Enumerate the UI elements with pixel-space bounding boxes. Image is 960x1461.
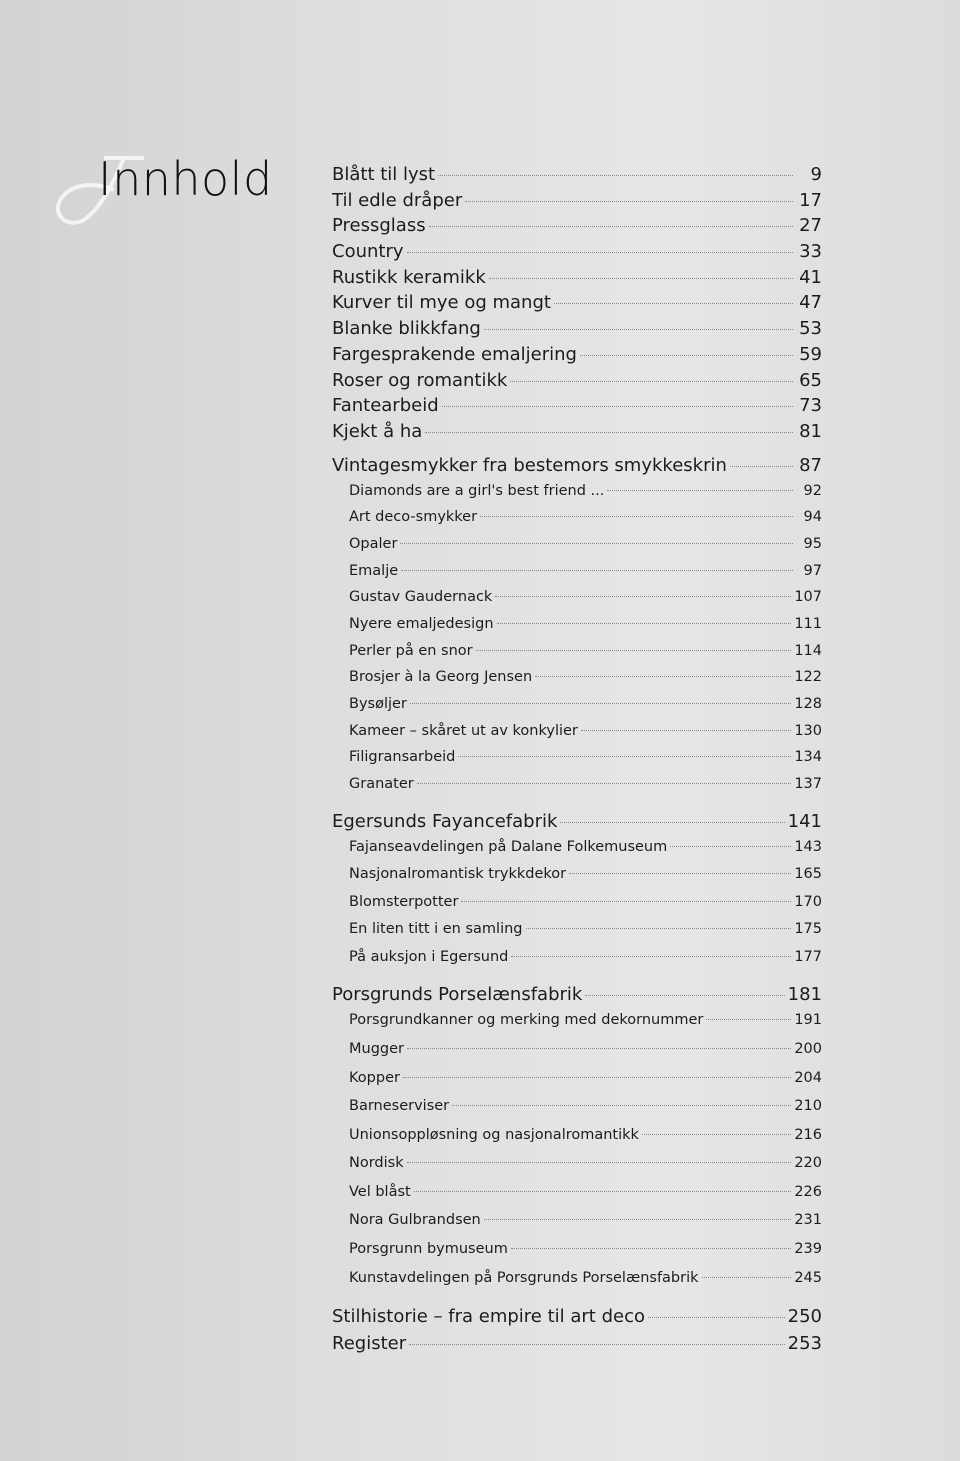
entry-title: Kunstavdelingen på Porsgrunds Porselænsfabrik — [349, 1269, 699, 1286]
dot-leader — [607, 490, 793, 491]
entry-page-number: 250 — [787, 1306, 822, 1328]
entry-page-number: 114 — [794, 642, 822, 659]
entry-page-number: 245 — [794, 1269, 822, 1286]
entry-page-number: 210 — [794, 1098, 822, 1115]
entry-page-number: 111 — [794, 616, 822, 632]
entry-page-number: 33 — [799, 241, 822, 263]
entry-page-number: 87 — [799, 454, 822, 476]
subsection-entry — [332, 589, 822, 616]
entry-title: Diamonds are a girl's best friend ... — [349, 482, 605, 499]
entry-title: Nyere emaljedesign — [349, 616, 494, 632]
chapter-entry — [332, 1306, 822, 1333]
dot-leader — [648, 1317, 785, 1318]
subsection-entry — [332, 483, 822, 510]
entry-page-number: 216 — [794, 1126, 822, 1143]
entry-page-number: 81 — [799, 420, 822, 442]
entry-title: Blått til lyst — [332, 164, 436, 185]
entry-page-number: 143 — [794, 838, 822, 855]
entry-page-number: 122 — [794, 669, 822, 686]
entry-page-number: 9 — [810, 164, 822, 185]
entry-page-number: 97 — [803, 562, 822, 579]
entry-title: Bysøljer — [349, 696, 407, 713]
dot-leader — [425, 432, 793, 433]
entry-page-number: 107 — [794, 589, 822, 606]
dot-leader — [511, 956, 791, 957]
subsection-entry — [332, 563, 822, 590]
dot-leader — [400, 543, 793, 544]
dot-leader — [706, 1019, 791, 1020]
entry-title: Pressglass — [332, 215, 426, 237]
subsection-entry — [332, 1155, 822, 1184]
entry-page-number: 226 — [794, 1183, 822, 1200]
entry-page-number: 73 — [799, 395, 822, 417]
subsection-entry — [332, 643, 822, 670]
entry-title: Opaler — [349, 535, 398, 552]
subsection-entry — [332, 1241, 822, 1270]
entry-page-number: 17 — [799, 189, 822, 211]
entry-title: Fajanseavdelingen på Dalane Folkemuseum — [349, 838, 668, 855]
entry-title: Porsgrundkanner og merking med dekornummer — [349, 1012, 704, 1029]
dot-leader — [642, 1134, 791, 1135]
subsection-entry — [332, 1212, 822, 1241]
section-heading — [332, 455, 822, 483]
entry-title: Nora Gulbrandsen — [349, 1212, 481, 1229]
entry-page-number: 137 — [794, 776, 822, 793]
entry-title: Roser og romantikk — [332, 369, 508, 391]
dot-leader — [730, 466, 793, 467]
entry-title: Filigransarbeid — [349, 749, 456, 766]
subsection-entry — [332, 1012, 822, 1041]
entry-title: Til edle dråper — [332, 189, 463, 211]
dot-leader — [497, 623, 792, 624]
dot-leader — [414, 1191, 792, 1192]
dot-leader — [461, 901, 791, 902]
entry-title: Granater — [349, 776, 414, 793]
chapter-entry — [332, 421, 822, 447]
entry-title: Perler på en snor — [349, 642, 473, 659]
subsection-entry — [332, 839, 822, 867]
dot-leader — [580, 355, 793, 356]
entry-page-number: 95 — [803, 535, 822, 552]
dot-leader — [535, 676, 791, 677]
entry-title: Kurver til mye og mangt — [332, 292, 551, 314]
entry-title: Nordisk — [349, 1155, 404, 1172]
toc-section — [332, 164, 822, 447]
dot-leader — [670, 846, 791, 847]
subsection-entry — [332, 536, 822, 563]
chapter-entry — [332, 318, 822, 344]
entry-page-number: 175 — [794, 921, 822, 938]
entry-title: Porsgrunn bymuseum — [349, 1241, 508, 1258]
entry-page-number: 200 — [794, 1040, 822, 1057]
entry-title: Kopper — [349, 1069, 400, 1086]
subsection-entry — [332, 616, 822, 643]
entry-title: Blanke blikkfang — [332, 318, 481, 340]
page-title: Innhold — [98, 152, 273, 206]
entry-page-number: 128 — [794, 696, 822, 713]
dot-leader — [417, 783, 792, 784]
entry-page-number: 170 — [794, 893, 822, 910]
subsection-entry — [332, 1070, 822, 1099]
entry-page-number: 165 — [794, 866, 822, 883]
dot-leader — [702, 1277, 792, 1278]
entry-title: På auksjon i Egersund — [349, 948, 509, 965]
chapter-entry — [332, 292, 822, 318]
entry-page-number: 220 — [794, 1155, 822, 1172]
chapter-entry — [332, 241, 822, 267]
entry-page-number: 47 — [799, 292, 822, 314]
entry-title: Fantearbeid — [332, 395, 439, 417]
toc-section — [332, 1306, 822, 1360]
subsection-entry — [332, 1127, 822, 1156]
subsection-entry — [332, 894, 822, 922]
entry-title: Rustikk keramikk — [332, 266, 486, 288]
subsection-entry — [332, 949, 822, 977]
entry-title: Kameer – skåret ut av konkylier — [349, 722, 578, 739]
subsection-entry — [332, 509, 822, 536]
dot-leader — [526, 928, 792, 929]
entry-page-number: 41 — [799, 266, 822, 288]
dot-leader — [476, 650, 792, 651]
dot-leader — [581, 730, 791, 731]
entry-title: Kjekt å ha — [332, 420, 423, 442]
subsection-entry — [332, 669, 822, 696]
chapter-entry — [332, 370, 822, 396]
entry-page-number: 92 — [803, 482, 822, 499]
entry-page-number: 253 — [787, 1333, 822, 1355]
entry-title: Register — [332, 1333, 407, 1355]
subsection-entry — [332, 776, 822, 803]
entry-title: Unionsoppløsning og nasjonalromantikk — [349, 1126, 639, 1143]
chapter-entry — [332, 267, 822, 293]
chapter-entry — [332, 395, 822, 421]
entry-title: Barneserviser — [349, 1098, 450, 1115]
dot-leader — [407, 252, 793, 253]
entry-title: Emalje — [349, 562, 399, 579]
entry-page-number: 94 — [803, 509, 822, 526]
section-heading — [332, 811, 822, 839]
chapter-entry — [332, 164, 822, 190]
subsection-entry — [332, 1041, 822, 1070]
entry-page-number: 65 — [799, 369, 822, 391]
subsection-entry — [332, 1270, 822, 1299]
entry-title: Gustav Gaudernack — [349, 589, 493, 606]
dot-leader — [458, 756, 791, 757]
chapter-entry — [332, 344, 822, 370]
entry-title: Porsgrunds Porselænsfabrik — [332, 984, 583, 1006]
subsection-entry — [332, 696, 822, 723]
dot-leader — [495, 596, 791, 597]
entry-title: Nasjonalromantisk trykkdekor — [349, 866, 567, 883]
subsection-entry — [332, 723, 822, 750]
dot-leader — [407, 1162, 792, 1163]
dot-leader — [438, 175, 793, 176]
dot-leader — [489, 278, 793, 279]
chapter-entry — [332, 190, 822, 216]
subsection-entry — [332, 1098, 822, 1127]
subsection-entry — [332, 749, 822, 776]
dot-leader — [511, 1248, 791, 1249]
dot-leader — [442, 406, 793, 407]
dot-leader — [585, 995, 784, 996]
entry-page-number: 239 — [794, 1241, 822, 1258]
dot-leader — [403, 1077, 791, 1078]
dot-leader — [452, 1105, 791, 1106]
entry-title: Art deco-smykker — [349, 509, 478, 526]
dot-leader — [569, 873, 791, 874]
dot-leader — [560, 822, 784, 823]
dot-leader — [410, 703, 791, 704]
entry-title: Vel blåst — [349, 1183, 411, 1200]
dot-leader — [484, 1219, 792, 1220]
toc-section — [332, 811, 822, 977]
entry-page-number: 53 — [799, 318, 822, 340]
dot-leader — [401, 570, 793, 571]
entry-page-number: 59 — [799, 343, 822, 365]
chapter-entry — [332, 1333, 822, 1360]
entry-title: Brosjer à la Georg Jensen — [349, 669, 533, 686]
toc-section — [332, 984, 822, 1298]
subsection-entry — [332, 1184, 822, 1213]
table-of-contents — [332, 164, 822, 1368]
entry-page-number: 204 — [794, 1069, 822, 1086]
entry-page-number: 141 — [787, 810, 822, 832]
dot-leader — [429, 226, 793, 227]
entry-title: Stilhistorie – fra empire til art deco — [332, 1306, 645, 1328]
dot-leader — [407, 1048, 791, 1049]
entry-title: Mugger — [349, 1040, 404, 1057]
dot-leader — [510, 381, 793, 382]
subsection-entry — [332, 866, 822, 894]
entry-title: Country — [332, 241, 404, 263]
entry-title: Egersunds Fayancefabrik — [332, 810, 558, 832]
entry-title: Vintagesmykker fra bestemors smykkeskrin — [332, 454, 727, 476]
dot-leader — [465, 201, 793, 202]
entry-page-number: 27 — [799, 215, 822, 237]
entry-title: Fargesprakende emaljering — [332, 343, 577, 365]
entry-page-number: 191 — [794, 1012, 822, 1029]
dot-leader — [480, 516, 793, 517]
chapter-entry — [332, 215, 822, 241]
dot-leader — [409, 1344, 785, 1345]
entry-page-number: 177 — [794, 948, 822, 965]
entry-page-number: 130 — [794, 722, 822, 739]
entry-page-number: 231 — [794, 1212, 822, 1229]
entry-page-number: 134 — [794, 749, 822, 766]
toc-section — [332, 455, 822, 803]
subsection-entry — [332, 921, 822, 949]
dot-leader — [554, 303, 793, 304]
entry-title: En liten titt i en samling — [349, 921, 523, 938]
entry-title: Blomsterpotter — [349, 893, 459, 910]
entry-page-number: 181 — [787, 984, 822, 1006]
section-heading — [332, 984, 822, 1012]
dot-leader — [484, 329, 793, 330]
